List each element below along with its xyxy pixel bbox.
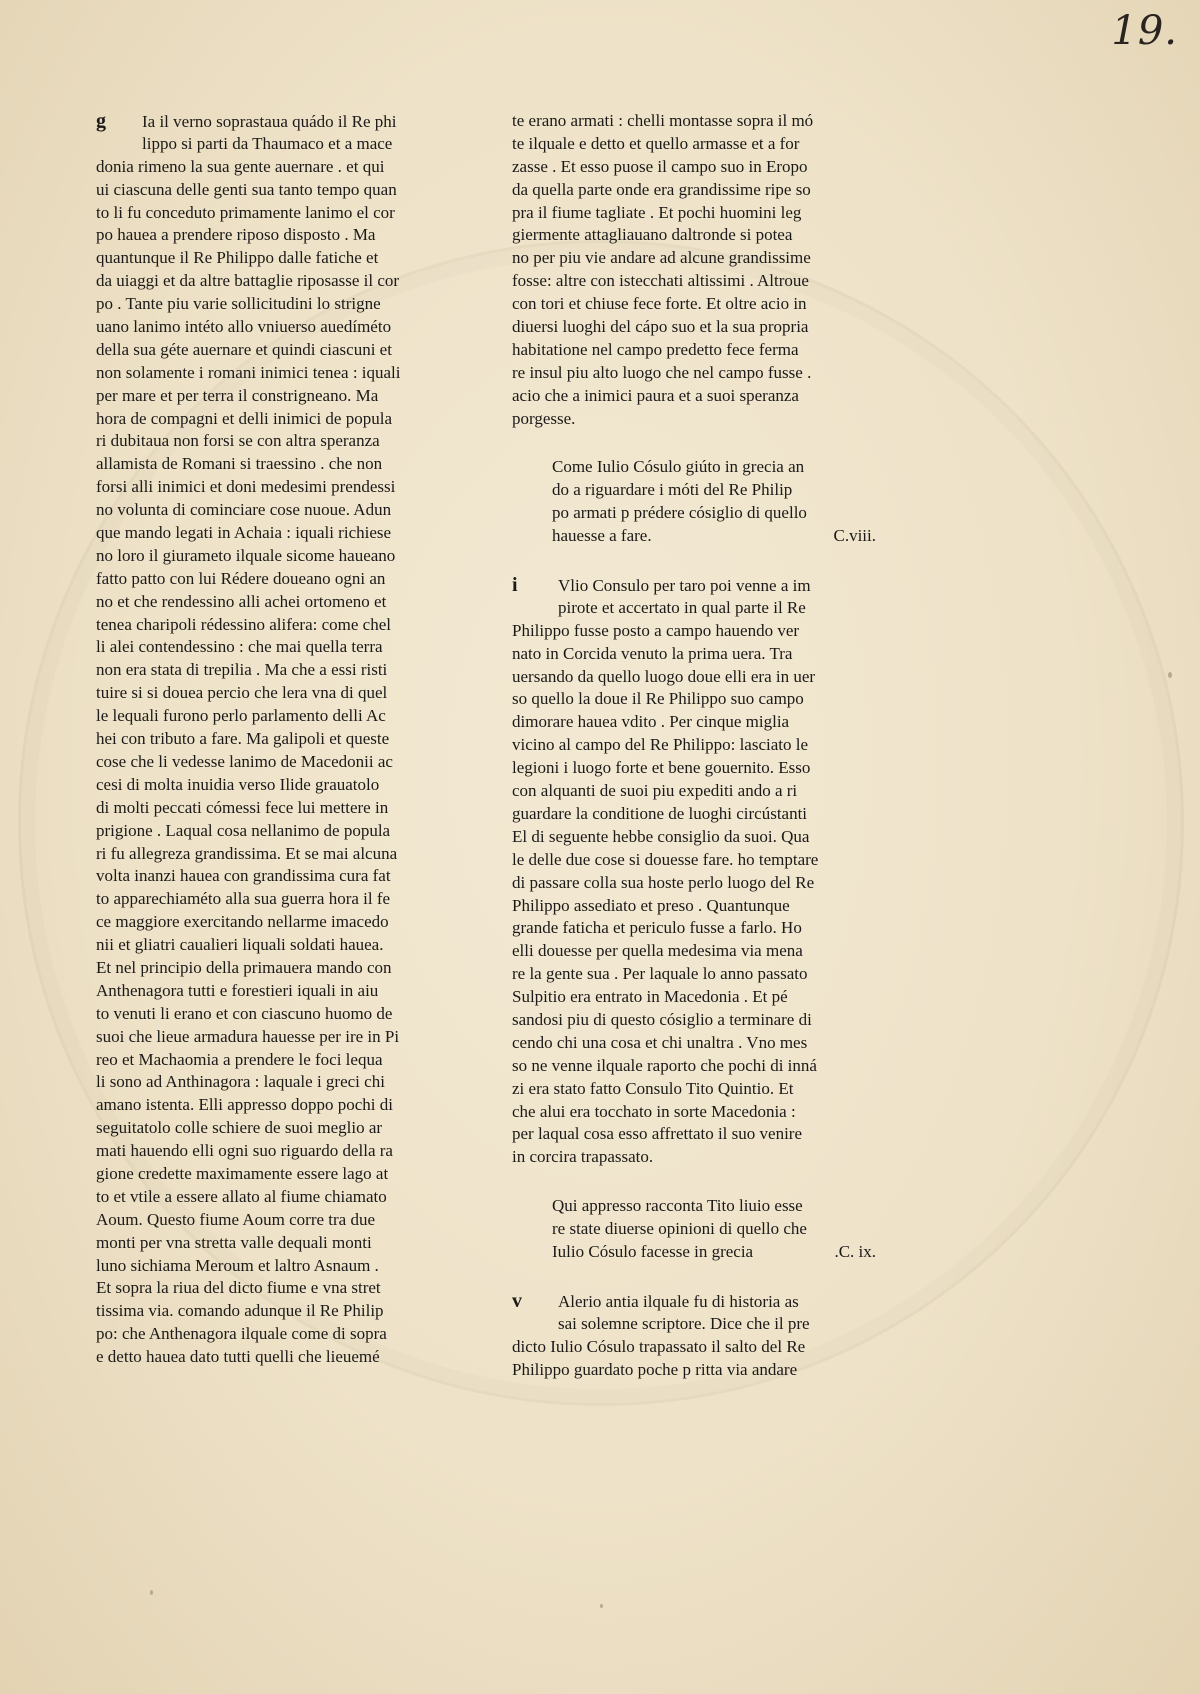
text-line bbox=[512, 1290, 876, 1313]
text-line: porgesse. bbox=[512, 408, 576, 428]
text-line: po armati p prédere cósiglio di quello bbox=[552, 503, 807, 523]
text-line: reo et Machaomia a prendere le foci lequa bbox=[96, 1049, 383, 1069]
text-line: elli douesse per quella medesima via mena bbox=[512, 941, 803, 961]
left-column bbox=[96, 110, 441, 1369]
initial-letter: g bbox=[96, 110, 106, 132]
text-line: po hauea a prendere riposo disposto . Ma bbox=[96, 225, 376, 245]
text-line: to apparechiaméto alla sua guerra hora il fe bbox=[96, 889, 391, 909]
text-line: volta inanzi hauea con grandissima cura fat bbox=[96, 866, 391, 886]
text-line: uano lanimo intéto allo vniuerso auedíméto bbox=[96, 317, 392, 337]
right-paragraph-1 bbox=[512, 110, 876, 430]
text-line: luno sichiama Meroum et laltro Asnaum . bbox=[96, 1255, 379, 1275]
chapter-rubric-9 bbox=[512, 1195, 876, 1264]
text-line: legioni i luogo forte et bene gouernito. Esso bbox=[512, 758, 811, 778]
text-line: tenea charipoli rédessino alifera: come chel bbox=[96, 614, 391, 634]
text-line: lippo si parti da Thaumaco et a mace bbox=[142, 133, 393, 153]
text-line: con tori et chiuse fece forte. Et oltre acio in bbox=[512, 294, 807, 314]
initial-letter: i bbox=[512, 574, 518, 597]
chapter-rubric-8 bbox=[512, 456, 876, 548]
text-line: tissima via. comando adunque il Re Philip bbox=[96, 1301, 384, 1321]
text-line: Qui appresso racconta Tito liuio esse bbox=[552, 1196, 803, 1216]
text-line: cesi di molta inuidia verso Ilide grauatolo bbox=[96, 774, 380, 794]
text-line: to venuti li erano et con ciascuno huomo de bbox=[96, 1003, 393, 1023]
text-line: non era stata di trepilia . Ma che a essi risti bbox=[96, 660, 388, 680]
text-line bbox=[512, 574, 876, 597]
right-column bbox=[512, 110, 876, 1381]
text-line: da quella parte onde era grandissime ripe so bbox=[512, 179, 811, 199]
text-line: seguitatolo colle schiere de suoi meglio ar bbox=[96, 1118, 383, 1138]
text-line: forsi alli inimici et doni medesimi prendessi bbox=[96, 477, 396, 497]
text-line: nato in Corcida venuto la prima uera. Tra bbox=[512, 643, 793, 663]
text-line-content: Vlio Consulo per taro poi venne a im bbox=[558, 576, 811, 596]
text-line: no loro il giurameto ilquale sicome haueano bbox=[96, 545, 396, 565]
text-line: re state diuerse opinioni di quello che bbox=[552, 1219, 807, 1239]
text-line: no et che rendessino alli achei ortomeno et bbox=[96, 591, 387, 611]
text-line: per laqual cosa esso affrettato il suo venire bbox=[512, 1124, 802, 1144]
text-line: te erano armati : chelli montasse sopra il mó bbox=[512, 111, 814, 130]
right-paragraph-2 bbox=[512, 574, 876, 1169]
text-line: uersando da quello luogo doue elli era in uer bbox=[512, 666, 816, 686]
text-line: diuersi luoghi del cápo suo et la sua propria bbox=[512, 317, 809, 337]
text-line: Sulpitio era entrato in Macedonia . Et pé bbox=[512, 987, 788, 1007]
text-line: pirote et accertato in qual parte il Re bbox=[558, 597, 806, 617]
text-line: po . Tante piu varie sollicitudini lo strigne bbox=[96, 294, 381, 314]
text-line: grande faticha et periculo fusse a farlo. Ho bbox=[512, 918, 802, 938]
text-line: do a riguardare i móti del Re Philip bbox=[552, 480, 793, 500]
text-line: nii et gliatri caualieri liquali soldati hauea. bbox=[96, 935, 384, 955]
chapter-number: .C. ix. bbox=[834, 1241, 876, 1261]
left-column-text bbox=[96, 110, 441, 1369]
text-line: mati hauendo elli ogni suo riguardo della ra bbox=[96, 1141, 393, 1161]
text-line: Come Iulio Cósulo giúto in grecia an bbox=[552, 457, 805, 477]
text-line bbox=[552, 525, 876, 548]
text-line: po: che Anthenagora ilquale come di sopra bbox=[96, 1324, 387, 1344]
text-line-content: Ia il verno soprastaua quádo il Re phi bbox=[142, 112, 397, 131]
text-line: li sono ad Anthinagora : laquale i greci chi bbox=[96, 1072, 385, 1092]
text-line: sandosi piu di questo cósiglio a terminare di bbox=[512, 1009, 812, 1029]
text-line: tuire si si douea percio che lera vna di quel bbox=[96, 683, 388, 703]
text-line: te ilquale e detto et quello armasse et a for bbox=[512, 133, 800, 153]
text-line: le delle due cose si douesse fare. ho temptare bbox=[512, 849, 819, 869]
text-line: acio che a inimici paura et a suoi speranza bbox=[512, 385, 799, 405]
text-line: so quello la doue il Re Philippo suo campo bbox=[512, 689, 804, 709]
text-line: hora de compagni et delli inimici de popula bbox=[96, 408, 392, 428]
text-line: che alui era tocchato in sorte Macedonia : bbox=[512, 1101, 796, 1121]
folio-number: 19. bbox=[1111, 8, 1178, 54]
text-line: Aoum. Questo fiume Aoum corre tra due bbox=[96, 1209, 376, 1229]
right-paragraph-3 bbox=[512, 1290, 876, 1382]
text-line: no per piu vie andare ad alcune grandissime bbox=[512, 248, 811, 268]
text-line: li alei contendessino : che mai quella terra bbox=[96, 637, 383, 657]
text-line bbox=[552, 1241, 876, 1264]
text-line: no volunta di cominciare cose nuoue. Adun bbox=[96, 500, 392, 520]
text-line: fosse: altre con istecchati altissimi . Altroue bbox=[512, 271, 809, 291]
text-line: re insul piu alto luogo che nel campo fusse . bbox=[512, 362, 812, 382]
text-line: gione credette maximamente essere lago at bbox=[96, 1163, 389, 1183]
text-line: Philippo assediato et preso . Quantunque bbox=[512, 895, 790, 915]
text-line: dimorare hauea vdito . Per cinque miglia bbox=[512, 712, 790, 732]
text-line: ui ciascuna delle genti sua tanto tempo quan bbox=[96, 179, 397, 199]
text-line: monti per vna stretta valle dequali monti bbox=[96, 1232, 372, 1252]
rubric-text: hauesse a fare. bbox=[552, 526, 652, 546]
chapter-number: C.viii. bbox=[833, 526, 876, 546]
text-line: le lequali furono perlo parlamento delli Ac bbox=[96, 706, 386, 726]
text-line: della sua géte auernare et quindi ciascuni et bbox=[96, 339, 392, 359]
text-line: allamista de Romani si traessino . che non bbox=[96, 454, 383, 474]
text-line: dicto Iulio Cósulo trapassato il salto del Re bbox=[512, 1336, 806, 1356]
text-line: ce maggiore exercitando nellarme imacedo bbox=[96, 912, 389, 932]
text-line: di molti peccati cómessi fece lui mettere in bbox=[96, 797, 389, 817]
text-line: cose che li vedesse lanimo de Macedonii ac bbox=[96, 751, 393, 771]
text-line: hei con tributo a fare. Ma galipoli et queste bbox=[96, 729, 390, 749]
text-line: so ne venne ilquale raporto che pochi di inná bbox=[512, 1055, 817, 1075]
text-line: con alquanti de suoi piu expediti ando a ri bbox=[512, 781, 798, 801]
text-line: guardare la conditione de luoghi circústanti bbox=[512, 803, 808, 823]
text-line: non solamente i romani inimici tenea : iquali bbox=[96, 362, 401, 382]
text-line: re la gente sua . Per laquale lo anno passato bbox=[512, 964, 808, 984]
text-line: da uiaggi et da altre battaglie riposasse il cor bbox=[96, 271, 400, 291]
text-line: e detto hauea dato tutti quelli che lieuemé bbox=[96, 1347, 380, 1367]
text-line: pra il fiume tagliate . Et pochi huomini leg bbox=[512, 202, 802, 222]
text-line: in corcira trapassato. bbox=[512, 1147, 654, 1167]
text-line: amano istenta. Elli appresso doppo pochi di bbox=[96, 1095, 393, 1115]
text-line: di passare colla sua hoste perlo luogo del Re bbox=[512, 872, 815, 892]
rubric-text: Iulio Cósulo facesse in grecia bbox=[552, 1241, 754, 1261]
text-line: suoi che lieue armadura hauesse per ire in Pi bbox=[96, 1026, 400, 1046]
text-line: prigione . Laqual cosa nellanimo de popula bbox=[96, 820, 391, 840]
text-line: ri dubitaua non forsi se con altra speranza bbox=[96, 431, 380, 451]
text-line: habitatione nel campo predetto fece ferma bbox=[512, 339, 799, 359]
text-line: zi era stato fatto Consulo Tito Quintio. Et bbox=[512, 1078, 794, 1098]
text-line: Et nel principio della primauera mando con bbox=[96, 957, 392, 977]
text-line: que mando legati in Achaia : iquali richiese bbox=[96, 523, 392, 543]
text-line: ri fu allegreza grandissima. Et se mai alcuna bbox=[96, 843, 398, 863]
text-line: fatto patto con lui Rédere doueano ogni an bbox=[96, 568, 386, 588]
text-line: donia rimeno la sua gente auernare . et qui bbox=[96, 156, 385, 176]
text-line: quantunque il Re Philippo dalle fatiche et bbox=[96, 248, 379, 268]
text-line: El di seguente hebbe consiglio da suoi. Qua bbox=[512, 826, 810, 846]
initial-letter: v bbox=[512, 1289, 522, 1312]
text-line: to et vtile a essere allato al fiume chiamato bbox=[96, 1186, 387, 1206]
text-line: cendo chi una cosa et chi unaltra . Vno mes bbox=[512, 1032, 808, 1052]
text-line bbox=[96, 110, 441, 133]
text-line: giermente attagliauano daltronde si potea bbox=[512, 225, 793, 245]
text-line: Anthenagora tutti e forestieri iquali in aiu bbox=[96, 980, 379, 1000]
text-line: vicino al campo del Re Philippo: lasciato le bbox=[512, 735, 809, 755]
text-line: Philippo fusse posto a campo hauendo ver bbox=[512, 620, 800, 640]
text-line: Philippo guardato poche p ritta via andare bbox=[512, 1359, 798, 1379]
text-line: Et sopra la riua del dicto fiume e vna stret bbox=[96, 1278, 381, 1298]
text-line: sai solemne scriptore. Dice che il pre bbox=[558, 1313, 810, 1333]
text-line: to li fu conceduto primamente lanimo el cor bbox=[96, 202, 395, 222]
text-line-content: Alerio antia ilquale fu di historia as bbox=[558, 1291, 799, 1311]
text-line: zasse . Et esso puose il campo suo in Eropo bbox=[512, 156, 808, 176]
text-line: per mare et per terra il constrigneano. Ma bbox=[96, 385, 379, 405]
